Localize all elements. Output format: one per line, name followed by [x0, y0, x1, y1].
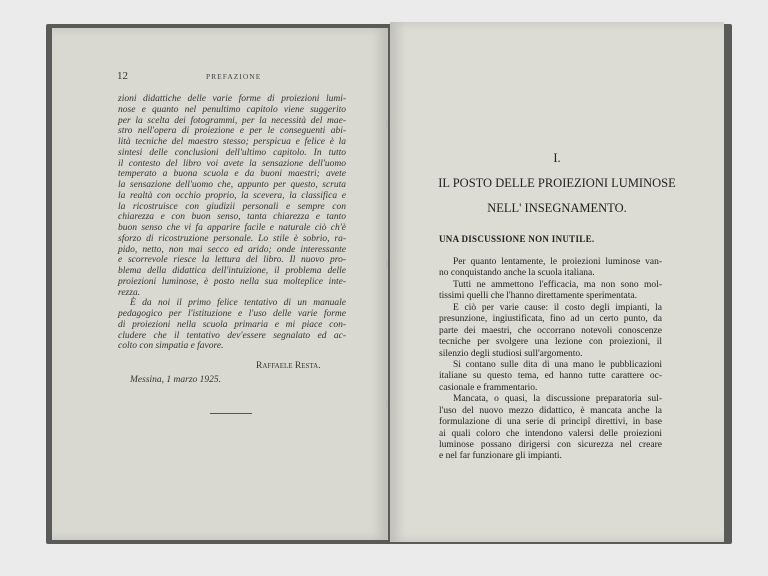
text-line: Si contano sulle dita di una mano le pubblicazioni [453, 359, 662, 370]
text-line: la ricostruisce con giudizii personali e sempre con [118, 201, 346, 212]
text-line: Tutti ne ammettono l'efficacia, ma non sono mol- [453, 279, 662, 290]
text-line: Mancata, o quasi, la discussione preparatoria sul- [453, 394, 662, 405]
text-line: no conquistando anche la scuola italiana. [439, 268, 595, 279]
text-line: casionale e frammentario. [439, 382, 538, 393]
text-line: tissimi quelli che l'hanno direttamente sperimentata. [439, 291, 637, 302]
divider [210, 413, 252, 414]
binding-stitch [386, 120, 388, 128]
text-line: lità tecniche del maestro stesso; perspicua e felice è la [118, 137, 346, 147]
text-line: buon senso che vi fa apparire facile e naturale ciò ch'è [118, 223, 346, 233]
text-line: pido, netto, non mai secco ed arido; onde interessante [118, 244, 346, 255]
text-line: formulazione di una serie di principî direttivi, in base [439, 417, 662, 428]
text-line: la sensazione dell'uomo che, appunto per questo, scruta [118, 180, 346, 190]
chapter-number: I. [553, 151, 561, 165]
text-line: di proiezioni nella scuola primaria e mi piace con- [118, 319, 346, 330]
text-line: per la scelta dei fotogrammi, per la necessità del mae- [118, 115, 346, 126]
preface-text [118, 94, 346, 352]
text-line: colto con simpatia e favore. [118, 341, 224, 352]
section-heading: UNA DISCUSSIONE NON INUTILE. [439, 234, 595, 244]
running-head: PREFAZIONE [206, 72, 262, 81]
text-line: italiane su questo tema, ed hanno tutte carattere oc- [439, 371, 662, 382]
text-line: e nel far funzionare gli impianti. [439, 451, 562, 462]
text-line: stro nell'opera di proiezione e per le conseguenti abi- [118, 126, 346, 137]
text-line: la realtà con occhio proprio, la scevera, la classifica e [118, 190, 346, 201]
text-line: E ciò per varie cause: il costo degli impianti, la [453, 302, 662, 313]
text-line: parte dei maestri, che occorrano notevoli conoscenze [439, 325, 662, 336]
text-line: sintesi delle conclusioni dell'ultimo capitolo. In tutto [118, 147, 346, 158]
date-line: Messina, 1 marzo 1925. [130, 375, 222, 385]
text-line: chiarezza e con buon senso, tanta chiarezza e tanto [118, 212, 346, 223]
text-line: temperato a buona scuola e da buoni maestri; avete [118, 169, 346, 180]
text-line: ai quali coloro che intendono valersi delle proiezioni [439, 428, 662, 439]
text-line: il contesto del libro voi avete la sensazione dell'uomo [118, 158, 346, 169]
text-line: blema della didattica dell'intuizione, il problema delle [118, 266, 346, 276]
text-line: luminose possano dirigersi con sicurezza nel creare [439, 440, 662, 450]
text-line: È da noi il primo felice tentativo di un manuale [130, 298, 346, 309]
text-line: proiezioni luminose, è posto nella sua molteplice inte- [118, 276, 346, 287]
text-line: e scorrevole riesce la lettura del libro. Il nuovo pro- [118, 255, 346, 266]
text-line: rezza. [118, 287, 141, 298]
text-line: silenzio degli studiosi sull'argomento. [439, 348, 583, 359]
text-line: tecniche per svolgere una lezione con proiezioni, il [439, 337, 662, 348]
text-line: l'uso del nuovo mezzo didattico, è mancata anche la [439, 405, 662, 416]
signature: Raffaele Resta. [256, 361, 321, 371]
text-line: pedagogico per l'istituzione e l'uso delle varie forme [118, 309, 346, 319]
text-line: presunzione, ingiustificata, fino ad un certo punto, da [439, 314, 662, 325]
chapter-title-line-2: NELL' INSEGNAMENTO. [487, 201, 627, 215]
chapter-text [439, 257, 662, 463]
binding-stitch [386, 260, 388, 268]
text-line: sforzo di ricostruzione personale. Lo stile è sobrio, ra- [118, 233, 346, 244]
text-line: cludere che il tentativo dev'essere segnalato ed ac- [118, 330, 346, 341]
binding-stitch [386, 400, 388, 408]
text-line: zioni didattiche delle varie forme di proiezioni lumi- [118, 94, 346, 104]
text-line: nose e quanto nel penultimo capitolo viene suggerito [118, 104, 346, 115]
page-number: 12 [117, 70, 128, 82]
text-line: Per quanto lentamente, le proiezioni luminose van- [453, 257, 662, 267]
chapter-title-line-1: IL POSTO DELLE PROIEZIONI LUMINOSE [438, 176, 676, 190]
